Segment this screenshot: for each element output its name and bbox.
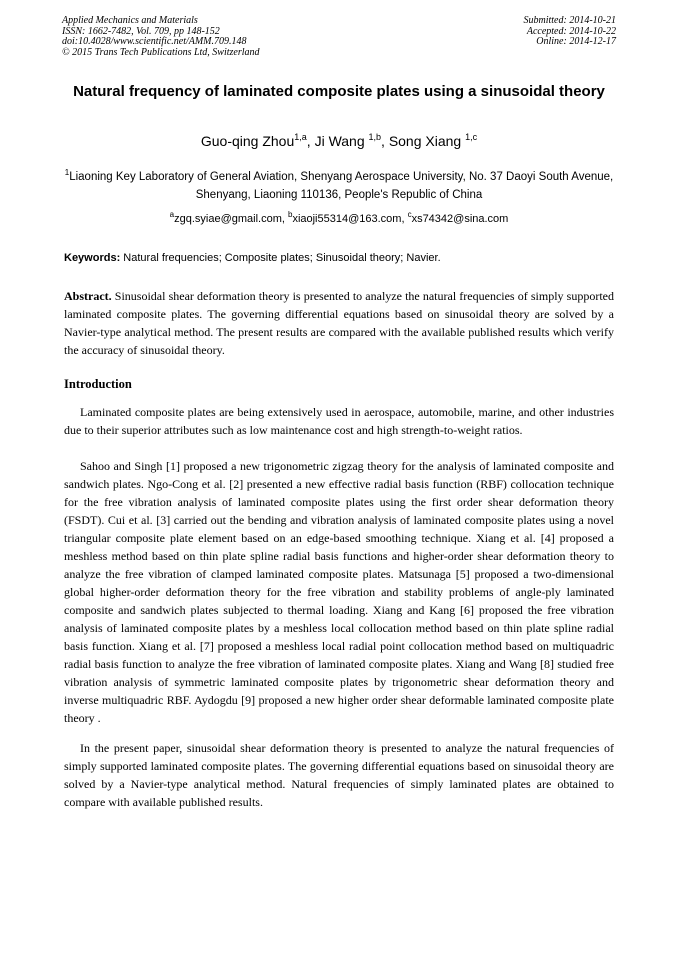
body-paragraph: Sahoo and Singh [1] proposed a new trigonometric zigzag theory for the analysis of laminated composite and sandwich plates. Ngo-Cong et al. [2] presented a new effective radial basis function (RBF) collocation technique for the free vibration analysis of laminated composite plates using the first order shear deformation theory (FSDT). Cui et al. [3] carried out the bending and vibration analysis of laminated composite plates using a novel triangular composite plate element based on an edge-based smoothing technique. Xiang et al. [4] proposed a meshless method based on thin plate spline radial basis functions and higher-order shear deformation theory to analyze the free vibration of clamped laminated composite plates. Matsunaga [5] proposed a two-dimensional global higher-order deformation theory for the free vibration and stability problems of angle-ply laminated composite and sandwich plates subjected to thermal loading. Xiang and Kang [6] proposed the free vibration analysis of laminated composite plates by a meshless local collocation method based on thin plate spline radial basis function. Xiang et al. [7] proposed a meshless local radial point collocation method based on multiquadric radial basis function to analyze the free vibration of laminated composite plates. Xiang and Wang [8] studied free vibration analysis of symmetric laminated composite plates by trigonometric shear deformation theory and inverse multiquadric RBF. Aydogdu [9] proposed a new higher order shear deformable laminated composite plate theory .: [64, 459, 614, 725]
affiliation-mark: 1: [64, 168, 70, 177]
keywords: [64, 250, 614, 266]
affiliation-text: Liaoning Key Laboratory of General Aviation, Shenyang Aerospace University, No. 37 Daoyi South Avenue, Shenyang, Liaoning 110136, People's Republic of China: [69, 171, 614, 201]
accepted-date: Accepted: 2014-10-22: [526, 25, 616, 37]
email-address: xs74342@sina.com: [411, 213, 509, 225]
email-mark: a: [169, 210, 175, 219]
keywords-text: Natural frequencies; Composite plates; Sinusoidal theory; Navier.: [120, 252, 441, 264]
issn-line: ISSN: 1662-7482, Vol. 709, pp 148-152: [62, 25, 220, 37]
keywords-label: Keywords:: [64, 252, 121, 264]
author-separator: ,: [306, 133, 315, 149]
publication-dates: [524, 16, 617, 48]
journal-name: Applied Mechanics and Materials: [62, 15, 198, 26]
author-affiliation-mark: 1,b: [368, 132, 382, 142]
email-mark: c: [407, 210, 412, 219]
abstract: [64, 287, 614, 359]
email-address: xiaoji55314@163.com,: [292, 213, 408, 225]
email-address: zgq.syiae@gmail.com,: [174, 213, 288, 225]
journal-info: [62, 16, 260, 58]
author-name: Guo-qing Zhou: [200, 133, 295, 149]
paper-title: Natural frequency of laminated composite plates using a sinusoidal theory: [73, 83, 605, 100]
body-paragraph: In the present paper, sinusoidal shear deformation theory is presented to analyze the natural frequencies of simply supported laminated composite plates. The governing differential equations based on sinusoidal theory are solved by a Navier-type analytical method. Natural frequencies of simply laminated plates are obtained to compare with available published results.: [64, 741, 614, 809]
email-mark: b: [287, 210, 293, 219]
doi-line: doi:10.4028/www.scientific.net/AMM.709.148: [62, 36, 247, 47]
author-affiliation-mark: 1,a: [294, 132, 307, 142]
body-paragraph: Laminated composite plates are being extensively used in aerospace, automobile, marine, and other industries due to their superior attributes such as low maintenance cost and high strength-to-weight ratios.: [64, 405, 614, 437]
author-list: [64, 132, 614, 150]
affiliation: [64, 168, 614, 204]
author-name: Song Xiang: [388, 133, 466, 149]
abstract-label: Abstract.: [64, 289, 112, 303]
abstract-text: Sinusoidal shear deformation theory is presented to analyze the natural frequencies of simply supported laminated composite plates. The governing differential equations based on sinusoidal theory are solved by a Navier-type analytical method. The present results are compared with the available published results which verify the accuracy of sinusoidal theory.: [64, 289, 614, 357]
submitted-date: Submitted: 2014-10-21: [523, 15, 616, 26]
author-name: Ji Wang: [314, 133, 369, 149]
copyright-line: © 2015 Trans Tech Publications Ltd, Switzerland: [62, 46, 260, 58]
email-list: [64, 211, 614, 227]
online-date: Online: 2014-12-17: [536, 36, 616, 47]
author-separator: ,: [381, 133, 389, 149]
author-affiliation-mark: 1,c: [465, 132, 478, 142]
section-heading-introduction: Introduction: [64, 377, 132, 391]
